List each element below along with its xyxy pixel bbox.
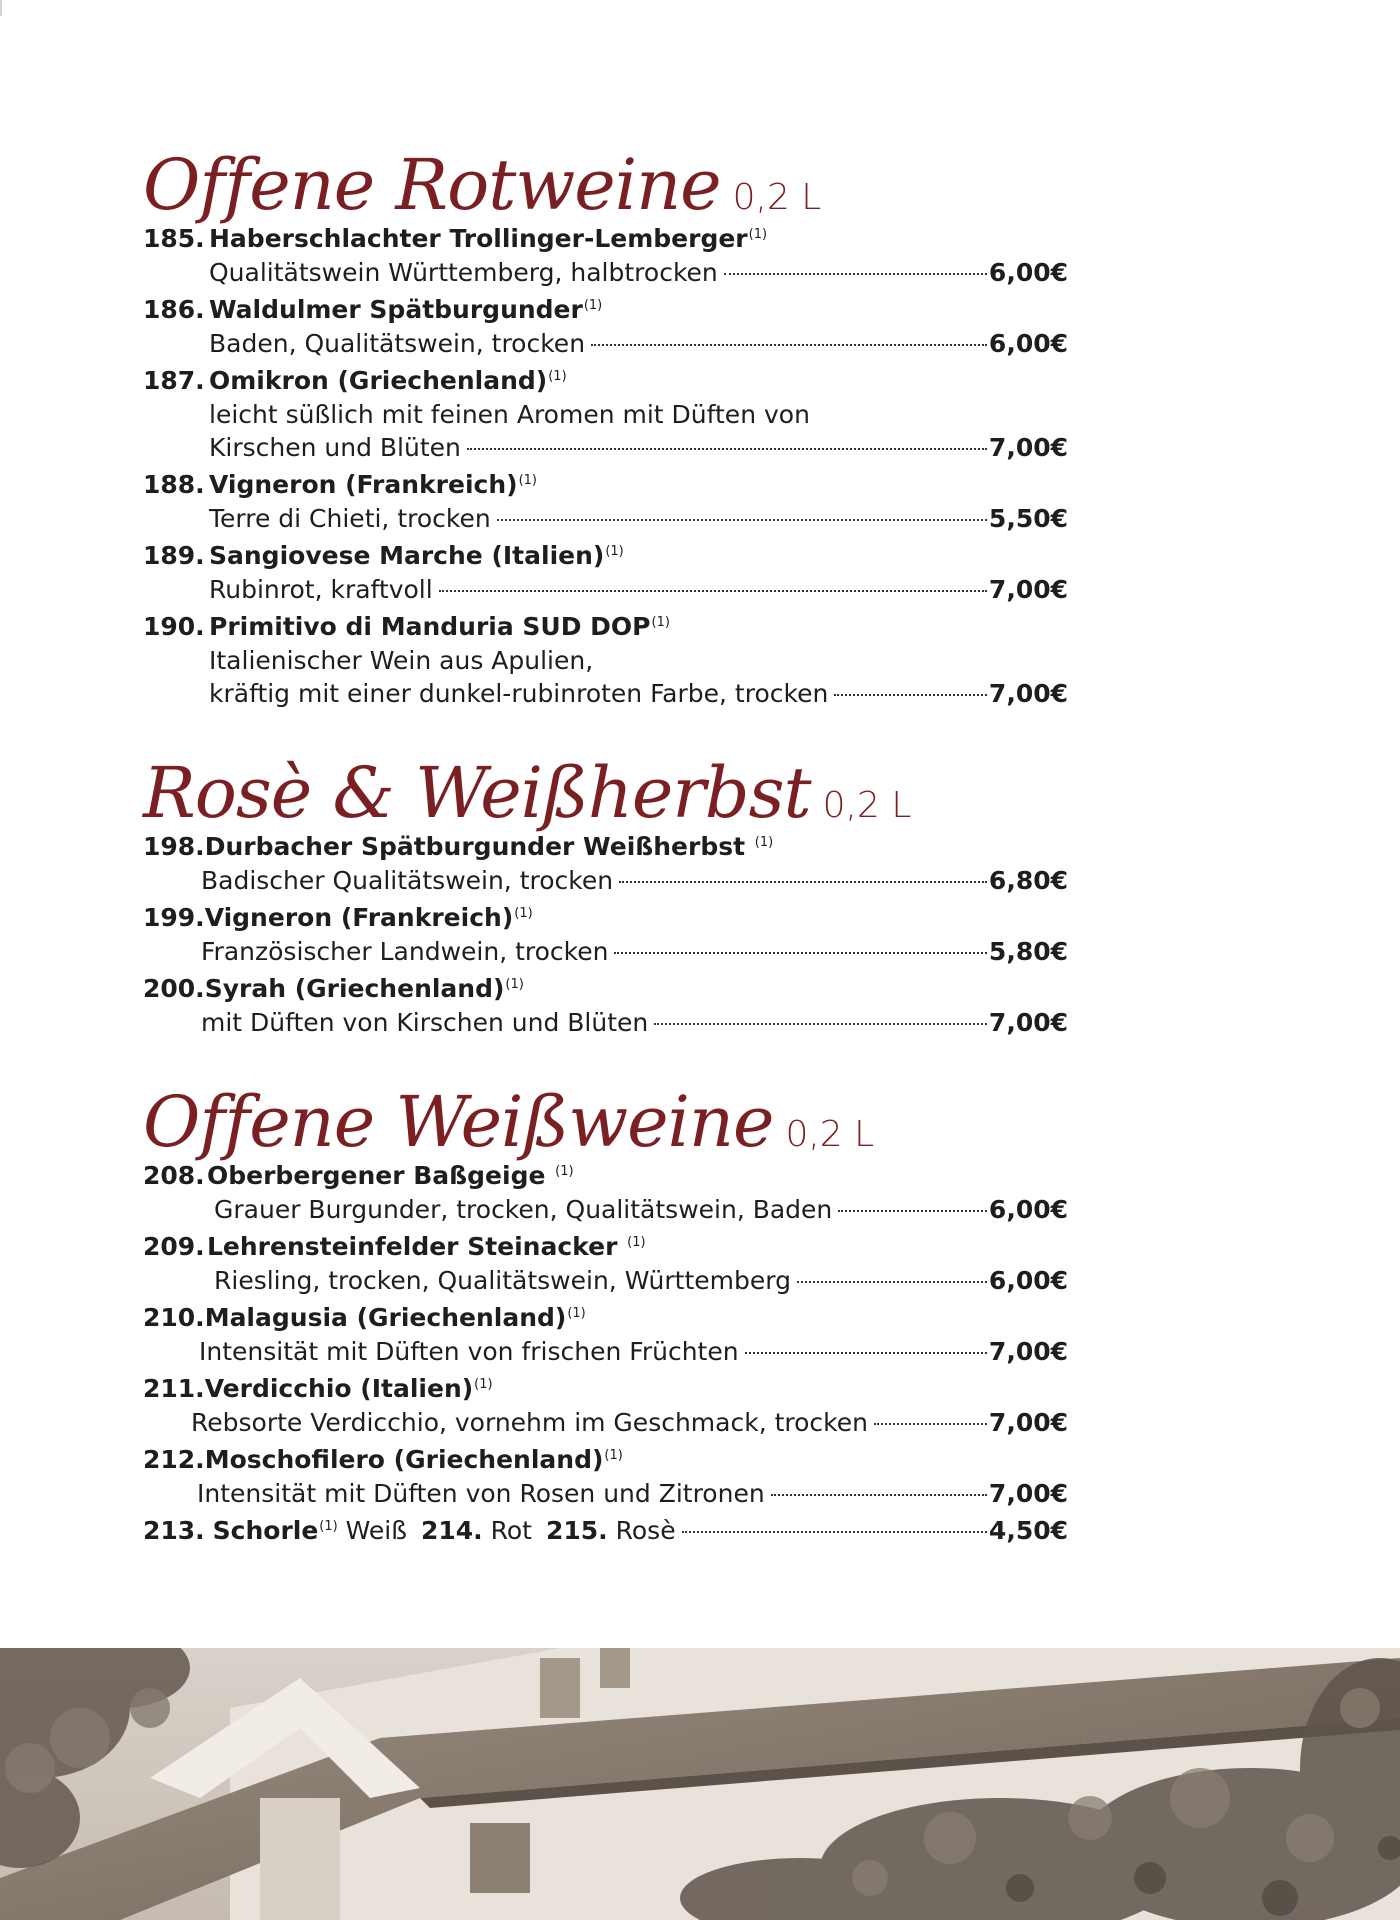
- item-price: 7,00€: [988, 1479, 1068, 1508]
- item-description: mit Düften von Kirschen und Blüten: [201, 1008, 649, 1037]
- item-description: Kirschen und Blüten: [209, 433, 461, 462]
- house-photo: [0, 1648, 1400, 1920]
- footnote-marker: (1): [754, 834, 774, 850]
- item-number: 210.: [143, 1303, 205, 1332]
- menu-item-189: [143, 539, 1068, 606]
- section-title: Offene Weißweine: [143, 1081, 774, 1163]
- item-price: 5,50€: [988, 504, 1068, 533]
- footnote-marker: (1): [583, 297, 603, 313]
- item-number: 213.: [143, 1516, 205, 1545]
- dot-leader: [591, 344, 987, 346]
- dot-leader: [834, 694, 987, 696]
- menu-item-199: [143, 901, 1068, 968]
- item-name: Omikron (Griechenland)$^{(1)}$: [209, 366, 567, 395]
- item-number: 188.: [143, 470, 205, 499]
- item-price: 7,00€: [988, 575, 1068, 604]
- item-price: 6,00€: [988, 1266, 1068, 1295]
- variant-label: Rosè: [615, 1516, 676, 1545]
- section-heading: [143, 1081, 1068, 1163]
- section-heading: [143, 752, 1068, 834]
- item-number: 200.: [143, 974, 205, 1003]
- item-description: Italienischer Wein aus Apulien,: [209, 646, 594, 675]
- item-number: 190.: [143, 612, 205, 641]
- footnote-marker: (1): [518, 472, 537, 488]
- dot-leader: [724, 273, 987, 275]
- item-name: Syrah (Griechenland)$^{(1)}$: [204, 974, 524, 1003]
- item-price: 7,00€: [988, 1408, 1068, 1437]
- item-number: 212.: [143, 1445, 205, 1474]
- section-unit: 0,2 L: [785, 1114, 875, 1155]
- menu-item-211: [143, 1372, 1068, 1439]
- item-description: kräftig mit einer dunkel-rubinroten Farbe, trocken: [209, 679, 829, 708]
- footnote-marker: (1): [748, 226, 768, 242]
- variant-label: Weiß: [345, 1516, 407, 1545]
- item-description: Baden, Qualitätswein, trocken: [209, 329, 586, 358]
- footnote-marker: (1): [651, 614, 670, 630]
- menu-item-187: [143, 364, 1068, 464]
- section-title: Offene Rotweine: [143, 144, 721, 226]
- item-name: Verdicchio (Italien)$^{(1)}$: [204, 1374, 493, 1403]
- section-offene-weissweine: [143, 1081, 1068, 1548]
- item-number: 198.: [143, 832, 205, 861]
- item-description: Terre di Chieti, trocken: [209, 504, 491, 533]
- section-rose-weissherbst: [143, 752, 1068, 1039]
- dot-leader: [619, 881, 987, 883]
- footnote-marker: (1): [604, 1447, 623, 1463]
- dot-leader: [439, 590, 987, 592]
- item-name: Vigneron (Frankreich)$^{(1)}$: [209, 470, 537, 499]
- item-number: 215.: [546, 1516, 608, 1545]
- section-unit: 0,2 L: [732, 177, 822, 218]
- dot-leader: [614, 952, 986, 954]
- item-description: leicht süßlich mit feinen Aromen mit Düften von: [209, 400, 810, 429]
- menu-item-210: [143, 1301, 1068, 1368]
- menu-item-198: [143, 830, 1068, 897]
- wine-menu: [143, 144, 1068, 1596]
- item-number: 187.: [143, 366, 205, 395]
- item-name: Oberbergener Baßgeige $^{(1)}$: [207, 1161, 574, 1190]
- dot-leader: [838, 1210, 987, 1212]
- item-price: 6,00€: [988, 1195, 1068, 1224]
- item-price: 6,80€: [988, 866, 1068, 895]
- item-price: 7,00€: [988, 679, 1068, 708]
- section-unit: 0,2 L: [822, 785, 912, 826]
- dot-leader: [497, 519, 987, 521]
- footnote-marker: (1): [605, 543, 624, 559]
- item-description: Riesling, trocken, Qualitätswein, Württemberg: [214, 1266, 791, 1295]
- item-name: Primitivo di Manduria SUD DOP$^{(1)}$: [209, 612, 670, 641]
- footnote-marker: (1): [555, 1163, 574, 1179]
- variant-label: Rot: [490, 1516, 532, 1545]
- item-description: Rebsorte Verdicchio, vornehm im Geschmack, trocken: [191, 1408, 868, 1437]
- item-description: Rubinrot, kraftvoll: [209, 575, 433, 604]
- item-price: 6,00€: [988, 258, 1068, 287]
- item-price: 7,00€: [988, 1008, 1068, 1037]
- menu-item-212: [143, 1443, 1068, 1510]
- menu-item-190: [143, 610, 1068, 710]
- item-description: Grauer Burgunder, trocken, Qualitätswein, Baden: [214, 1195, 833, 1224]
- menu-item-200: [143, 972, 1068, 1039]
- item-name: Sangiovese Marche (Italien)$^{(1)}$: [209, 541, 624, 570]
- item-name: Waldulmer Spätburgunder$^{(1)}$: [209, 295, 603, 324]
- item-number: 199.: [143, 903, 205, 932]
- item-number: 209.: [143, 1232, 205, 1261]
- menu-item-185: [143, 222, 1068, 289]
- footnote-marker: (1): [548, 368, 567, 384]
- menu-item-186: [143, 293, 1068, 360]
- item-price: 6,00€: [988, 329, 1068, 358]
- item-name: Malagusia (Griechenland)$^{(1)}$: [204, 1303, 586, 1332]
- dot-leader: [874, 1423, 987, 1425]
- item-name: Haberschlachter Trollinger-Lemberger$^{(1)}$: [209, 224, 768, 253]
- dot-leader: [654, 1023, 987, 1025]
- dot-leader: [467, 448, 987, 450]
- item-name: Durbacher Spätburgunder Weißherbst $^{(1)}$: [204, 832, 774, 861]
- item-number: 211.: [143, 1374, 205, 1403]
- menu-item-schorle: [143, 1514, 1068, 1548]
- section-offene-rotweine: [143, 144, 1068, 710]
- item-description: Badischer Qualitätswein, trocken: [201, 866, 614, 895]
- item-price: 5,80€: [988, 937, 1068, 966]
- dot-leader: [682, 1531, 987, 1533]
- item-description: Intensität mit Düften von frischen Früchten: [199, 1337, 739, 1366]
- menu-item-208: [143, 1159, 1068, 1226]
- item-name: Schorle: [212, 1516, 319, 1545]
- dot-leader: [771, 1494, 987, 1496]
- item-price: 4,50€: [988, 1516, 1068, 1545]
- item-number: 185.: [143, 224, 205, 253]
- item-price: 7,00€: [988, 433, 1068, 462]
- item-number: 186.: [143, 295, 205, 324]
- item-description: Intensität mit Düften von Rosen und Zitronen: [197, 1479, 765, 1508]
- menu-item-209: [143, 1230, 1068, 1297]
- item-name: Lehrensteinfelder Steinacker $^{(1)}$: [207, 1232, 646, 1261]
- item-number: 208.: [143, 1161, 205, 1190]
- item-name: Vigneron (Frankreich)$^{(1)}$: [204, 903, 533, 932]
- item-number: 189.: [143, 541, 205, 570]
- dot-leader: [797, 1281, 987, 1283]
- dot-leader: [745, 1352, 987, 1354]
- edge-mark: [0, 0, 2, 16]
- menu-item-188: [143, 468, 1068, 535]
- item-number: 214.: [421, 1516, 483, 1545]
- footnote-marker: (1): [567, 1305, 586, 1321]
- item-description: Französischer Landwein, trocken: [201, 937, 609, 966]
- item-name: Moschofilero (Griechenland)$^{(1)}$: [204, 1445, 623, 1474]
- item-price: 7,00€: [988, 1337, 1068, 1366]
- footnote-marker: (1): [627, 1234, 646, 1250]
- footnote-marker: (1): [514, 905, 533, 921]
- section-title: Rosè & Weißherbst: [143, 752, 811, 834]
- section-heading: [143, 144, 1068, 226]
- footnote-marker: (1): [319, 1518, 338, 1534]
- footnote-marker: (1): [505, 976, 524, 992]
- footnote-marker: (1): [474, 1376, 493, 1392]
- item-description: Qualitätswein Württemberg, halbtrocken: [209, 258, 718, 287]
